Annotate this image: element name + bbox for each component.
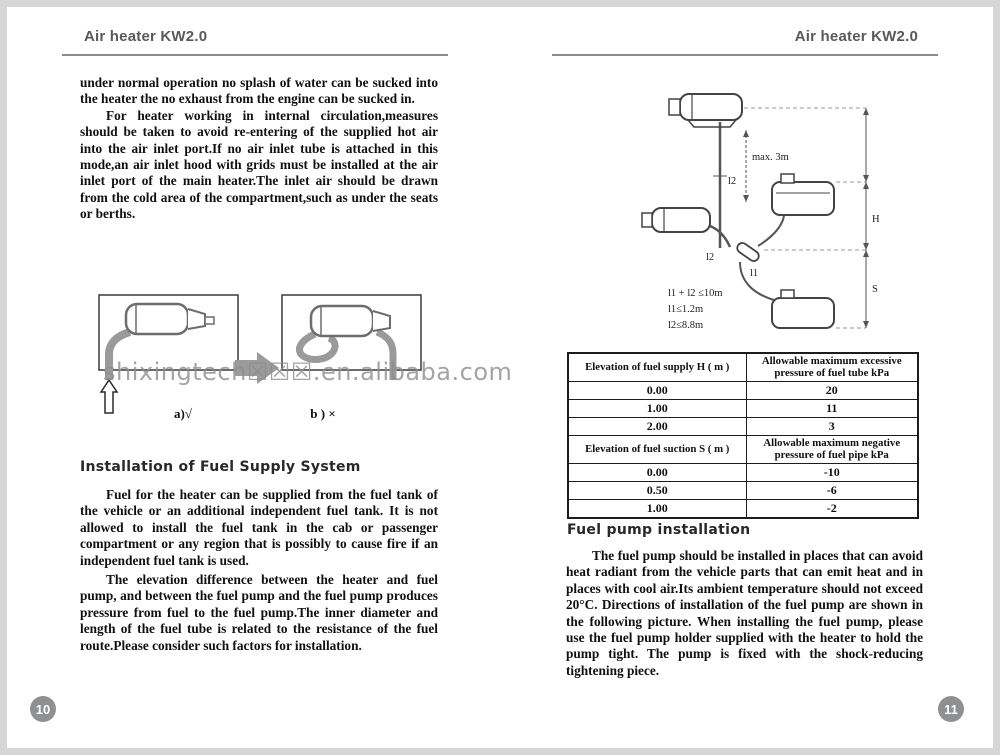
fuel-tank-lower <box>772 290 834 328</box>
fuel-line-to-tank <box>758 216 784 246</box>
figure-correct-installation <box>96 292 241 417</box>
table-row <box>568 463 918 481</box>
figure-wrong-installation <box>279 292 424 417</box>
page-number-left: 10 <box>30 696 56 722</box>
table-cell: 11 <box>746 399 918 417</box>
table-row <box>568 499 918 518</box>
watermark: shixingtech☒☒☒.en.alibaba.com <box>103 358 513 386</box>
paragraph: Fuel for the heater can be supplied from the fuel tank of the vehicle or an additional independent fuel tank. It is not allowed to install the fuel tank in the cab or passenger compartment or any region that is possibly to cause fire if an independent fuel tank is used. <box>80 487 438 568</box>
table-cell: 3 <box>746 417 918 435</box>
installation-diagram <box>622 80 932 345</box>
table-header-row <box>568 435 918 463</box>
l2-lower-label: l2 <box>706 252 715 263</box>
table-cell: -6 <box>746 481 918 499</box>
note-l1: l1≤1.2m <box>668 304 704 315</box>
table-row <box>568 381 918 399</box>
fuel-tank-upper <box>772 174 834 215</box>
figure-a-label: a)√ <box>174 406 192 421</box>
page-number-right: 11 <box>938 696 964 722</box>
paragraph: For heater working in internal circulation,measures should be taken to avoid re-entering of the supplied hot air into the air inlet port.If no air inlet tube is attached in this mode,an air inlet hood with grids must be installed at the air inlet port of the main heater.The inlet air should be drawn from the cold area of the compartment,such as under the seats or berths. <box>80 107 438 222</box>
table-cell: 0.50 <box>568 481 746 499</box>
table-header-cell: Elevation of fuel supply H ( m ) <box>568 353 746 381</box>
table-cell: -10 <box>746 463 918 481</box>
left-page-header: Air heater KW2.0 <box>84 28 208 45</box>
fuel-elevation-table <box>567 352 919 519</box>
table-cell: 20 <box>746 381 918 399</box>
table-header-cell: Allowable maximum negative pressure of fuel pipe kPa <box>746 435 918 463</box>
table-cell: -2 <box>746 499 918 518</box>
table-row <box>568 399 918 417</box>
table-cell: 2.00 <box>568 417 746 435</box>
table-row <box>568 417 918 435</box>
note-total-length: l1 + l2 ≤10m <box>668 288 723 299</box>
dim-arrow <box>743 195 749 202</box>
section-heading-fuel-pump: Fuel pump installation <box>567 522 751 538</box>
S-label: S <box>872 284 878 295</box>
heater-second <box>642 208 710 232</box>
table-cell: 0.00 <box>568 381 746 399</box>
heater-top <box>669 94 742 127</box>
right-text <box>566 548 923 679</box>
outlet-stub <box>205 317 214 324</box>
table-cell: 0.00 <box>568 463 746 481</box>
l2-upper-label: l2 <box>728 176 737 187</box>
table-header-cell: Elevation of fuel suction S ( m ) <box>568 435 746 463</box>
section-heading-fuel-supply: Installation of Fuel Supply System <box>80 459 361 475</box>
fuel-pump <box>735 241 760 263</box>
right-header-rule <box>552 54 938 56</box>
paragraph: The fuel pump should be installed in places that can avoid heat radiant from the vehicle parts that can emit heat and in places with cool air.Its ambient temperature should not exceed 20°C. Directions of installation of the fuel pump are shown in the following picture. When installing the fuel pump, please use the fuel pump holder supplied with the heater to hold the pump tight. The pump is fixed with the shock-reducing tightening piece. <box>566 548 923 678</box>
left-top-text <box>80 75 438 223</box>
paragraph: The elevation difference between the heater and fuel pump, and between the fuel pump and the fuel pump produces pressure from fuel to the fuel pump.The inner diameter and length of the fuel tube is related to the resistance of the fuel route.Please consider such factors for installation. <box>80 572 438 653</box>
max3m-label: max. 3m <box>752 152 789 163</box>
left-bottom-text <box>80 487 438 654</box>
H-label: H <box>872 214 880 225</box>
l1-label: l1 <box>750 268 759 279</box>
table-cell: 1.00 <box>568 399 746 417</box>
note-l2: l2≤8.8m <box>668 320 704 331</box>
dim-arrow <box>743 130 749 137</box>
left-header-rule <box>62 54 448 56</box>
figure-b-label: b ) × <box>310 406 336 421</box>
table-header-row <box>568 353 918 381</box>
paragraph: under normal operation no splash of water can be sucked into the heater the no exhaust from the engine can be sucked in. <box>80 75 438 107</box>
table-header-cell: Allowable maximum excessive pressure of fuel tube kPa <box>746 353 918 381</box>
table-cell: 1.00 <box>568 499 746 518</box>
table-row <box>568 481 918 499</box>
right-page-header: Air heater KW2.0 <box>794 28 918 45</box>
